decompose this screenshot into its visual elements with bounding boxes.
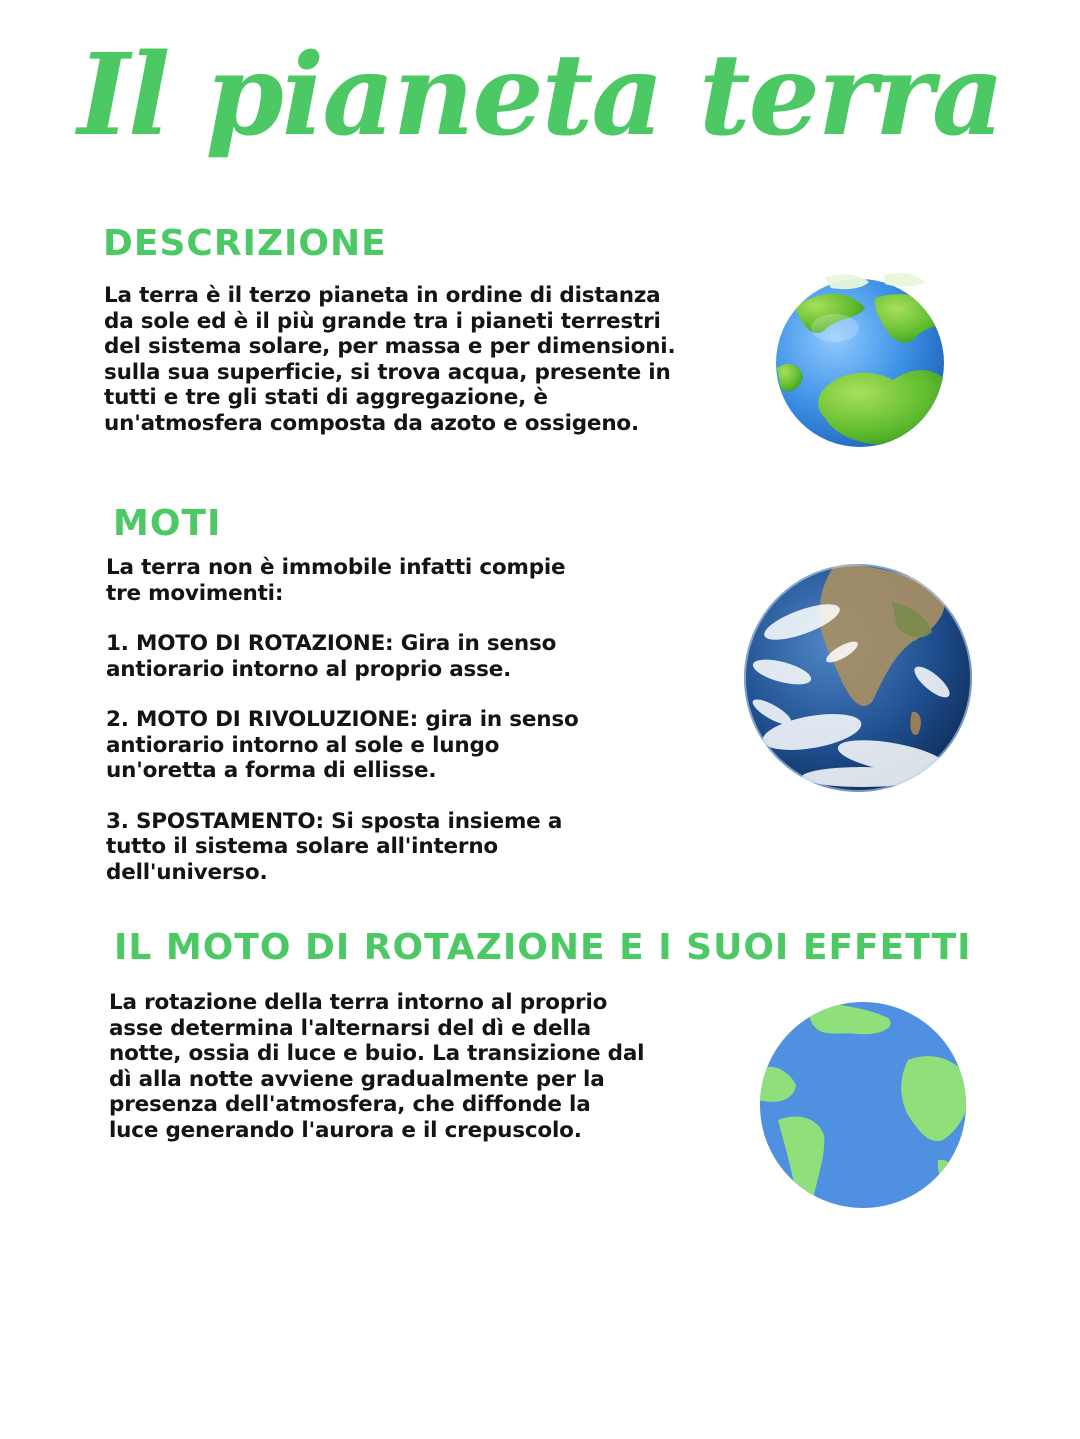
descrizione-text [104,283,724,436]
text-line: tutto il sistema solare all'interno [106,834,498,859]
text-line: dì alla notte avviene gradualmente per la [109,1066,605,1092]
text-line: notte, ossia di luce e buio. La transizione dal [109,1041,645,1066]
text-line: sulla sua superficie, si trova acqua, presente in [104,359,671,385]
text-line: La terra è il terzo pianeta in ordine di distanza [104,283,661,308]
text-line: 3. SPOSTAMENTO: Si sposta insieme a [106,808,563,834]
flat-earth-globe-icon [758,1000,968,1210]
page-title: Il pianeta terra [77,30,1003,161]
section-heading-descrizione: DESCRIZIONE [103,223,387,264]
text-line: tutti e tre gli stati di aggregazione, è [104,385,548,410]
text-line: 2. MOTO DI RIVOLUZIONE: gira in senso [106,707,579,732]
text-line: 1. MOTO DI ROTAZIONE: Gira in senso [106,631,557,656]
text-line: luce generando l'aurora e il crepuscolo. [109,1117,582,1143]
text-line: La terra non è immobile infatti compie [106,555,566,580]
section-heading-moti: MOTI [113,503,222,544]
text-line: antiorario intorno al sole e lungo [106,732,500,758]
rotazione-text [109,990,709,1143]
realistic-earth-photo-icon [742,562,974,794]
text-line: asse determina l'alternarsi del dì e della [109,1015,591,1041]
text-line: presenza dell'atmosfera, che diffonde la [109,1092,591,1117]
moti-text [106,555,706,885]
section-heading-rotazione: IL MOTO DI ROTAZIONE E I SUOI EFFETTI [114,927,972,968]
text-line: un'oretta a forma di ellisse. [106,758,437,783]
text-line: del sistema solare, per massa e per dimensioni. [104,334,676,359]
text-line: tre movimenti: [106,580,284,606]
text-line: La rotazione della terra intorno al proprio [109,990,608,1015]
text-line: da sole ed è il più grande tra i pianeti terrestri [104,308,661,334]
text-line: un'atmosfera composta da azoto e ossigeno. [104,410,639,436]
cartoon-earth-globe-icon [765,268,955,453]
text-line: dell'universo. [106,859,268,885]
text-line: antiorario intorno al proprio asse. [106,656,512,682]
